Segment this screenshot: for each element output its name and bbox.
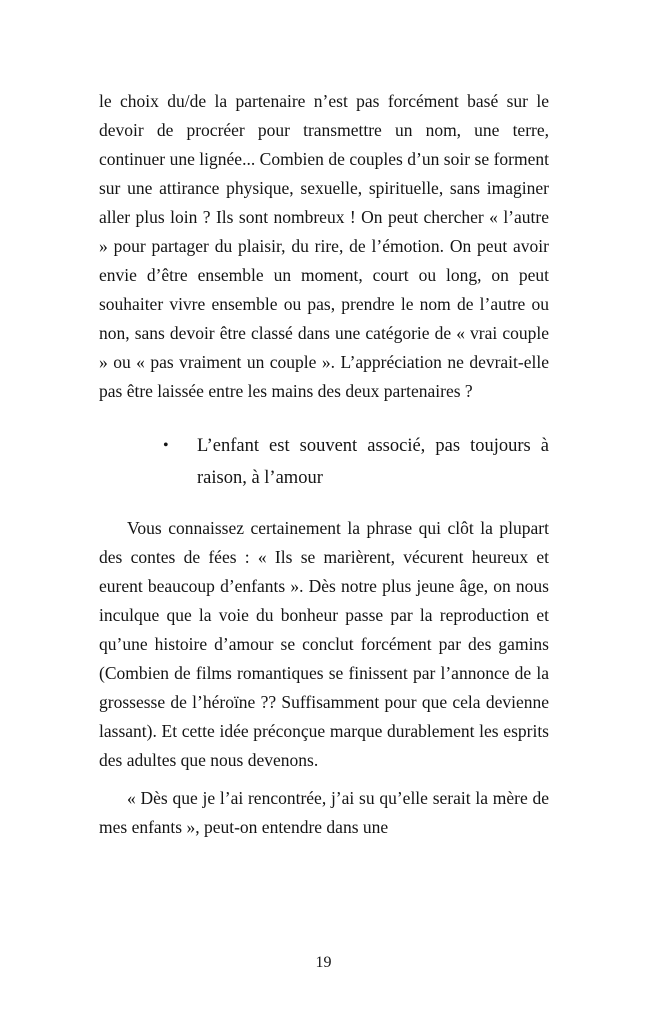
page-number: 19 [315, 954, 332, 971]
paragraph: « Dès que je l’ai rencontrée, j’ai su qu’elle serait la mère de mes enfants », peut-on entendre dans une [99, 788, 549, 837]
heading-text: L’enfant est souvent associé, pas toujours à raison, à l’amour [197, 436, 549, 488]
page-content [99, 87, 549, 851]
bullet-heading [99, 430, 549, 494]
paragraph: Vous connaissez certainement la phrase qui clôt la plupart des contes de fées : « Ils se marièrent, vécurent heureux et eurent beaucoup d’enfants ». Dès notre plus jeune âge, on nous inculque que la voie du bonheur passe par la reproduction et qu’une histoire d’amour se conclut forcément par des gamins (Combien de films romantiques se finissent par l’annonce de la grossesse de l’héroïne ?? Suffisamment pour que cela devienne lassant). Et cette idée préconçue marque durablement les esprits des adultes que nous devenons. [99, 518, 549, 770]
bullet-icon: • [163, 437, 169, 454]
paragraph: le choix du/de la partenaire n’est pas forcément basé sur le devoir de procréer pour transmettre un nom, une terre, continuer une lignée... Combien de couples d’un soir se forment sur une attirance physique, sexuelle, spirituelle, sans imaginer aller plus loin ? Ils sont nombreux ! On peut chercher « l’autre » pour partager du plaisir, du rire, de l’émotion. On peut avoir envie d’être ensemble un moment, court ou long, on peut souhaiter vivre ensemble ou pas, prendre le nom de l’autre ou non, sans devoir être classé dans une catégorie de « vrai couple » ou « pas vraiment un couple ». L’appréciation ne devrait-elle pas être laissée entre les mains des deux partenaires ? [99, 91, 549, 401]
